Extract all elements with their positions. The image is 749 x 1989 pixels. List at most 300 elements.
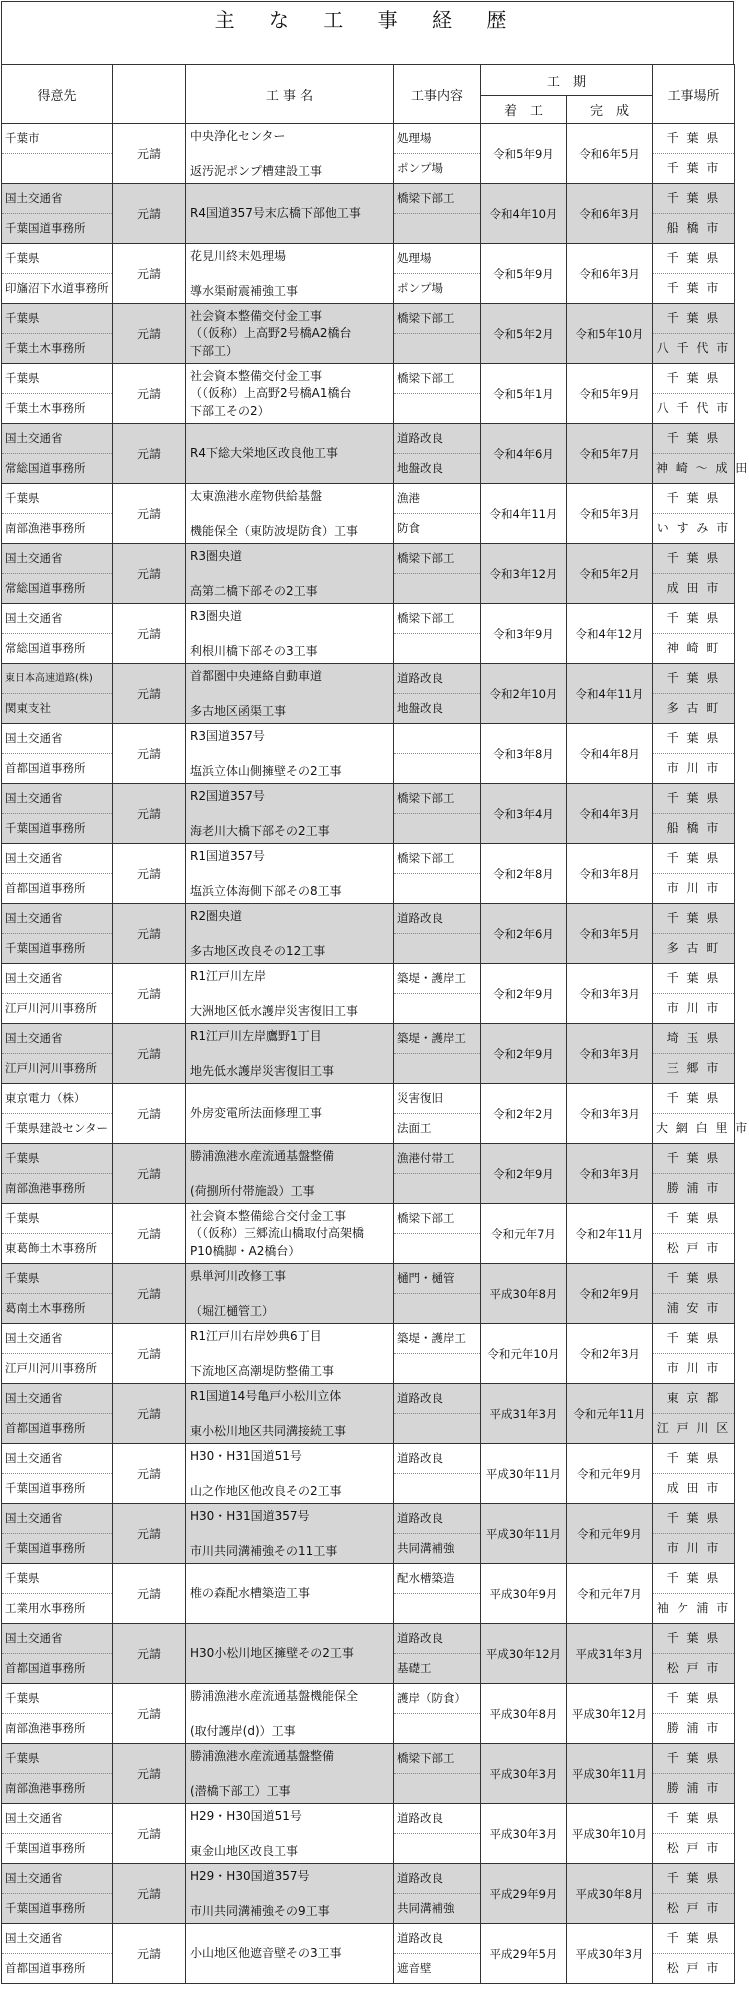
work-name-line: (潜橋下部工）工事 bbox=[190, 1783, 291, 1798]
work-name-lines bbox=[190, 1026, 389, 1082]
place-cell bbox=[653, 784, 735, 844]
table-row bbox=[2, 1204, 735, 1264]
work-content-line: 共同溝補強 bbox=[397, 1901, 455, 1915]
client-line: 江戸川河川事務所 bbox=[5, 1061, 97, 1075]
end-header: 完 成 bbox=[567, 96, 653, 124]
client-line: 国土交通省 bbox=[2, 544, 112, 574]
client-line: 首都国道事務所 bbox=[5, 1961, 86, 1975]
place-cell bbox=[653, 364, 735, 424]
work-content-line: 道路改良 bbox=[394, 1624, 480, 1654]
table-row bbox=[2, 1084, 735, 1144]
table-row bbox=[2, 1624, 735, 1684]
start-date-cell: 令和2年8月 bbox=[481, 844, 567, 904]
role-cell: 元請 bbox=[113, 844, 186, 904]
end-date-cell: 平成31年3月 bbox=[567, 1624, 653, 1684]
work-content-line: 橋梁下部工 bbox=[394, 544, 480, 574]
end-date-cell: 令和5年2月 bbox=[567, 544, 653, 604]
work-name-cell bbox=[186, 1444, 394, 1504]
client-line: 国土交通省 bbox=[2, 1324, 112, 1354]
work-name-line: 外房変電所法面修理工事 bbox=[190, 1106, 323, 1120]
place-line: 千 葉 県 bbox=[653, 664, 734, 694]
place-cell bbox=[653, 1024, 735, 1084]
work-name-cell bbox=[186, 544, 394, 604]
end-date-cell: 令和4年3月 bbox=[567, 784, 653, 844]
role-cell: 元請 bbox=[113, 1684, 186, 1744]
start-date-cell: 平成30年12月 bbox=[481, 1624, 567, 1684]
work-name-cell bbox=[186, 364, 394, 424]
client-line: 千葉国道事務所 bbox=[5, 821, 86, 835]
start-date-cell: 令和5年9月 bbox=[481, 124, 567, 184]
work-content-line bbox=[394, 1234, 480, 1263]
work-content-cell bbox=[394, 964, 481, 1024]
place-line: 船 橋 市 bbox=[666, 821, 721, 835]
table-row bbox=[2, 844, 735, 904]
place-line: 多 古 町 bbox=[666, 941, 721, 955]
start-date-cell: 令和元年10月 bbox=[481, 1324, 567, 1384]
work-name-line: （（仮称）上高野2号橋A2橋台 bbox=[190, 326, 352, 340]
place-line: 松 戸 市 bbox=[666, 1961, 721, 1975]
client-line: 千葉県 bbox=[2, 1684, 112, 1714]
work-name-line: R1江戸川右岸妙典6丁目 bbox=[190, 1328, 322, 1343]
client-line: 国土交通省 bbox=[2, 1924, 112, 1954]
work-content-line: 築堤・護岸工 bbox=[394, 964, 480, 994]
client-cell bbox=[2, 244, 113, 304]
role-cell: 元請 bbox=[113, 604, 186, 664]
client-line: 千葉県 bbox=[2, 1744, 112, 1774]
work-content-line bbox=[394, 394, 480, 423]
table-row bbox=[2, 1264, 735, 1324]
place-line: 勝 浦 市 bbox=[666, 1781, 721, 1795]
place-line: 千 葉 県 bbox=[653, 964, 734, 994]
work-name-cell bbox=[186, 1264, 394, 1324]
work-name-cell bbox=[186, 244, 394, 304]
end-date-cell: 令和3年3月 bbox=[567, 964, 653, 1024]
client-cell bbox=[2, 904, 113, 964]
work-content-line: 地盤改良 bbox=[397, 701, 443, 715]
work-content-cell bbox=[394, 904, 481, 964]
work-name-cell bbox=[186, 484, 394, 544]
place-line: 市 川 市 bbox=[666, 1001, 721, 1015]
work-name-line: P10橋脚・A2橋台） bbox=[190, 1243, 301, 1258]
work-name-line: H30・H31国道51号 bbox=[190, 1448, 302, 1463]
place-line: 勝 浦 市 bbox=[666, 1181, 721, 1195]
place-cell bbox=[653, 964, 735, 1024]
start-header: 着 工 bbox=[481, 96, 567, 124]
start-date-cell: 令和2年10月 bbox=[481, 664, 567, 724]
end-date-cell: 令和5年3月 bbox=[567, 484, 653, 544]
client-cell bbox=[2, 1804, 113, 1864]
end-date-cell: 令和3年3月 bbox=[567, 1084, 653, 1144]
client-line: 国土交通省 bbox=[2, 844, 112, 874]
place-line: い す み 市 bbox=[656, 521, 731, 535]
client-line: 首都国道事務所 bbox=[5, 761, 86, 775]
work-content-line bbox=[394, 754, 480, 783]
client-cell bbox=[2, 1624, 113, 1684]
end-date-cell: 令和5年9月 bbox=[567, 364, 653, 424]
start-date-cell: 令和2年9月 bbox=[481, 964, 567, 1024]
work-name-line: H30小松川地区擁壁その2工事 bbox=[190, 1646, 354, 1660]
start-date-cell: 平成30年3月 bbox=[481, 1744, 567, 1804]
work-content-line bbox=[394, 1414, 480, 1443]
place-line: 千 葉 県 bbox=[653, 1144, 734, 1174]
client-line: 千葉土木事務所 bbox=[5, 401, 86, 415]
work-content-cell bbox=[394, 1744, 481, 1804]
work-content-line: 処理場 bbox=[394, 244, 480, 274]
work-content-line bbox=[394, 1354, 480, 1383]
start-date-cell: 令和2年6月 bbox=[481, 904, 567, 964]
work-content-line: 道路改良 bbox=[394, 1444, 480, 1474]
work-content-line: 樋門・樋管 bbox=[394, 1264, 480, 1294]
end-date-cell: 平成30年8月 bbox=[567, 1864, 653, 1924]
table-row bbox=[2, 424, 735, 484]
client-line: 千葉県 bbox=[2, 484, 112, 514]
work-content-line: 災害復旧 bbox=[394, 1084, 480, 1114]
table-row bbox=[2, 364, 735, 424]
work-content-cell bbox=[394, 1144, 481, 1204]
client-cell bbox=[2, 1144, 113, 1204]
work-content-line: 道路改良 bbox=[394, 1384, 480, 1414]
work-content-line: 築堤・護岸工 bbox=[394, 1024, 480, 1054]
work-content-line: 処理場 bbox=[394, 124, 480, 154]
work-name-line: 東小松川地区共同溝接続工事 bbox=[190, 1423, 347, 1438]
client-cell bbox=[2, 1684, 113, 1744]
place-cell bbox=[653, 1864, 735, 1924]
work-name-lines bbox=[190, 1686, 389, 1742]
table-row bbox=[2, 244, 735, 304]
place-cell bbox=[653, 1624, 735, 1684]
work-name-line: 勝浦漁港水産流通基盤整備 bbox=[190, 1148, 335, 1163]
place-line: 千 葉 県 bbox=[653, 1444, 734, 1474]
table-row bbox=[2, 1864, 735, 1924]
client-line: 東葛飾土木事務所 bbox=[5, 1241, 97, 1255]
place-line: 三 郷 市 bbox=[666, 1061, 721, 1075]
work-name-lines bbox=[190, 1926, 389, 1982]
client-line: 国土交通省 bbox=[2, 1444, 112, 1474]
role-header bbox=[113, 65, 186, 124]
client-line: 工業用水事務所 bbox=[5, 1601, 86, 1615]
work-content-line: 築堤・護岸工 bbox=[394, 1324, 480, 1354]
work-content-line bbox=[394, 994, 480, 1023]
place-line: 八 千 代 市 bbox=[656, 341, 731, 355]
place-line: 市 川 市 bbox=[666, 881, 721, 895]
place-cell bbox=[653, 1144, 735, 1204]
role-cell: 元請 bbox=[113, 544, 186, 604]
work-name-cell bbox=[186, 1924, 394, 1984]
work-content-line bbox=[394, 1714, 480, 1743]
client-cell bbox=[2, 604, 113, 664]
client-cell bbox=[2, 424, 113, 484]
client-line: 国土交通省 bbox=[2, 1504, 112, 1534]
work-content-cell bbox=[394, 724, 481, 784]
work-name-line: R1江戸川左岸 bbox=[190, 968, 266, 983]
table-row bbox=[2, 604, 735, 664]
work-content-line bbox=[394, 724, 480, 754]
place-line: 千 葉 県 bbox=[653, 1564, 734, 1594]
place-line: 千 葉 県 bbox=[653, 844, 734, 874]
place-line: 市 川 市 bbox=[666, 1541, 721, 1555]
end-date-cell: 令和3年5月 bbox=[567, 904, 653, 964]
place-cell bbox=[653, 604, 735, 664]
client-cell bbox=[2, 784, 113, 844]
work-content-line: ポンプ場 bbox=[397, 161, 443, 175]
work-name-line: 利根川橋下部その3工事 bbox=[190, 643, 318, 658]
place-line: 松 戸 市 bbox=[666, 1241, 721, 1255]
end-date-cell: 令和元年11月 bbox=[567, 1384, 653, 1444]
place-line: 千 葉 県 bbox=[653, 1324, 734, 1354]
place-cell bbox=[653, 1504, 735, 1564]
work-content-cell bbox=[394, 1324, 481, 1384]
table-row bbox=[2, 484, 735, 544]
work-name-line: 社会資本整備総合交付金工事 bbox=[190, 1208, 347, 1223]
place-line: 千 葉 市 bbox=[666, 161, 721, 175]
table-row bbox=[2, 784, 735, 844]
client-cell bbox=[2, 1264, 113, 1324]
role-cell: 元請 bbox=[113, 1744, 186, 1804]
place-line: 千 葉 県 bbox=[653, 1684, 734, 1714]
role-cell: 元請 bbox=[113, 424, 186, 484]
place-cell bbox=[653, 724, 735, 784]
role-cell: 元請 bbox=[113, 1324, 186, 1384]
work-name-line: 社会資本整備交付金工事 bbox=[190, 308, 323, 323]
work-content-cell bbox=[394, 544, 481, 604]
work-content-line bbox=[394, 574, 480, 603]
place-line: 市 川 市 bbox=[666, 761, 721, 775]
role-cell: 元請 bbox=[113, 1384, 186, 1444]
work-name-line: R3圏央道 bbox=[190, 548, 242, 563]
client-line: 江戸川河川事務所 bbox=[5, 1361, 97, 1375]
role-cell: 元請 bbox=[113, 1504, 186, 1564]
work-name-lines bbox=[190, 126, 389, 182]
work-name-line: R3国道357号 bbox=[190, 728, 265, 743]
work-content-line: 共同溝補強 bbox=[397, 1541, 455, 1555]
place-line: 松 戸 市 bbox=[666, 1661, 721, 1675]
work-name-line: 塩浜立体海側下部その8工事 bbox=[190, 883, 342, 898]
client-line: 南部漁港事務所 bbox=[5, 1181, 86, 1195]
role-cell: 元請 bbox=[113, 1144, 186, 1204]
client-cell bbox=[2, 1864, 113, 1924]
work-content-line: 防食 bbox=[397, 521, 420, 535]
client-line: 江戸川河川事務所 bbox=[5, 1001, 97, 1015]
end-date-cell: 平成30年10月 bbox=[567, 1804, 653, 1864]
place-cell bbox=[653, 1804, 735, 1864]
work-name-line: 椎の森配水槽築造工事 bbox=[190, 1586, 311, 1600]
work-name-line: 首都圏中央連絡自動車道 bbox=[190, 668, 323, 683]
table-row bbox=[2, 964, 735, 1024]
work-content-line bbox=[394, 214, 480, 243]
work-name-line: 地先低水護岸災害復旧工事 bbox=[190, 1063, 335, 1078]
title-box bbox=[1, 1, 734, 64]
client-cell bbox=[2, 184, 113, 244]
start-date-cell: 令和3年9月 bbox=[481, 604, 567, 664]
client-line: 千葉県 bbox=[2, 1264, 112, 1294]
client-line: 千葉県 bbox=[2, 364, 112, 394]
work-content-line bbox=[394, 814, 480, 843]
place-cell bbox=[653, 304, 735, 364]
work-content-cell bbox=[394, 1564, 481, 1624]
client-line: 東京電力（株） bbox=[2, 1084, 112, 1114]
start-date-cell: 平成30年9月 bbox=[481, 1564, 567, 1624]
client-line: 常総国道事務所 bbox=[5, 581, 86, 595]
work-name-lines bbox=[190, 1626, 389, 1682]
place-cell bbox=[653, 844, 735, 904]
role-cell: 元請 bbox=[113, 1204, 186, 1264]
place-line: 千 葉 県 bbox=[653, 1504, 734, 1534]
start-date-cell: 令和2年9月 bbox=[481, 1024, 567, 1084]
work-name-line: 中央浄化センター bbox=[190, 128, 286, 143]
place-cell bbox=[653, 1564, 735, 1624]
work-content-cell bbox=[394, 604, 481, 664]
role-cell: 元請 bbox=[113, 1804, 186, 1864]
client-line: 千葉市 bbox=[2, 124, 112, 154]
place-header: 工事場所 bbox=[653, 65, 735, 124]
place-line: 千 葉 県 bbox=[653, 604, 734, 634]
work-name-cell bbox=[186, 1084, 394, 1144]
start-date-cell: 平成30年3月 bbox=[481, 1804, 567, 1864]
place-line: 八 千 代 市 bbox=[656, 401, 731, 415]
client-line: 首都国道事務所 bbox=[5, 881, 86, 895]
end-date-cell: 令和元年9月 bbox=[567, 1504, 653, 1564]
work-name-line: （堀江樋管工） bbox=[190, 1303, 275, 1318]
client-line: 国土交通省 bbox=[2, 1864, 112, 1894]
place-cell bbox=[653, 1384, 735, 1444]
end-date-cell: 令和5年10月 bbox=[567, 304, 653, 364]
table-row bbox=[2, 1144, 735, 1204]
work-name-lines bbox=[190, 306, 389, 362]
work-content-cell bbox=[394, 1204, 481, 1264]
work-name-lines bbox=[190, 1266, 389, 1322]
work-content-line: 漁港付帯工 bbox=[394, 1144, 480, 1174]
client-cell bbox=[2, 664, 113, 724]
work-content-line: ポンプ場 bbox=[397, 281, 443, 295]
client-line: 印旛沼下水道事務所 bbox=[5, 281, 109, 295]
role-cell: 元請 bbox=[113, 964, 186, 1024]
work-content-cell bbox=[394, 124, 481, 184]
work-name-line: 花見川終末処理場 bbox=[190, 248, 287, 263]
role-cell: 元請 bbox=[113, 184, 186, 244]
work-name-line: R4国道357号末広橋下部他工事 bbox=[190, 206, 361, 220]
work-name-line: 勝浦漁港水産流通基盤機能保全 bbox=[190, 1688, 359, 1703]
work-name-lines bbox=[190, 606, 389, 662]
work-content-line bbox=[394, 334, 480, 363]
place-line: 勝 浦 市 bbox=[666, 1721, 721, 1735]
start-date-cell: 平成30年11月 bbox=[481, 1504, 567, 1564]
client-line: 首都国道事務所 bbox=[5, 1661, 86, 1675]
work-name-line: 太東漁港水産物供給基盤 bbox=[190, 488, 323, 503]
work-name-line: 山之作地区他改良その2工事 bbox=[190, 1483, 342, 1498]
place-cell bbox=[653, 124, 735, 184]
work-name-cell bbox=[186, 124, 394, 184]
role-cell: 元請 bbox=[113, 364, 186, 424]
work-content-line: 道路改良 bbox=[394, 904, 480, 934]
end-date-cell: 令和4年11月 bbox=[567, 664, 653, 724]
work-content-cell bbox=[394, 1624, 481, 1684]
role-cell: 元請 bbox=[113, 484, 186, 544]
work-content-line: 橋梁下部工 bbox=[394, 184, 480, 214]
work-name-lines bbox=[190, 1866, 389, 1922]
work-content-line bbox=[394, 1054, 480, 1083]
end-date-cell: 令和5年7月 bbox=[567, 424, 653, 484]
work-content-cell bbox=[394, 1924, 481, 1984]
work-name-cell bbox=[186, 724, 394, 784]
client-line: 国土交通省 bbox=[2, 724, 112, 754]
place-line: 千 葉 県 bbox=[653, 904, 734, 934]
start-date-cell: 平成30年11月 bbox=[481, 1444, 567, 1504]
work-name-lines bbox=[190, 786, 389, 842]
work-content-cell bbox=[394, 244, 481, 304]
place-cell bbox=[653, 1204, 735, 1264]
table-row bbox=[2, 184, 735, 244]
role-cell: 元請 bbox=[113, 124, 186, 184]
client-line: 常総国道事務所 bbox=[5, 461, 86, 475]
end-date-cell: 令和6年3月 bbox=[567, 244, 653, 304]
end-date-cell: 令和4年12月 bbox=[567, 604, 653, 664]
place-line: 江 戸 川 区 bbox=[656, 1421, 731, 1435]
work-name-cell bbox=[186, 604, 394, 664]
work-name-lines bbox=[190, 906, 389, 962]
role-cell: 元請 bbox=[113, 1084, 186, 1144]
work-content-line bbox=[394, 1594, 480, 1623]
work-name-line: 塩浜立体山側擁壁その2工事 bbox=[190, 763, 342, 778]
client-cell bbox=[2, 964, 113, 1024]
start-date-cell: 令和4年6月 bbox=[481, 424, 567, 484]
end-date-cell: 令和3年3月 bbox=[567, 1024, 653, 1084]
client-cell bbox=[2, 1384, 113, 1444]
client-line: 千葉県 bbox=[2, 1204, 112, 1234]
period-header: 工 期 bbox=[481, 65, 653, 96]
table-row bbox=[2, 1504, 735, 1564]
work-name-lines bbox=[190, 666, 389, 722]
work-content-line: 橋梁下部工 bbox=[394, 1204, 480, 1234]
work-name-cell bbox=[186, 184, 394, 244]
client-line: 千葉国道事務所 bbox=[5, 1481, 86, 1495]
table-row bbox=[2, 1744, 735, 1804]
work-name-line: 勝浦漁港水産流通基盤整備 bbox=[190, 1748, 335, 1763]
client-line bbox=[2, 154, 112, 183]
role-cell: 元請 bbox=[113, 304, 186, 364]
work-name-lines bbox=[190, 1746, 389, 1802]
place-line: 埼 玉 県 bbox=[653, 1024, 734, 1054]
work-name-line: 市川共同溝補強その11工事 bbox=[190, 1543, 338, 1558]
place-cell bbox=[653, 1744, 735, 1804]
work-content-cell bbox=[394, 1384, 481, 1444]
place-line: 神 崎 町 bbox=[666, 641, 721, 655]
work-content-line bbox=[394, 874, 480, 903]
client-line: 東日本高速道路(株) bbox=[2, 664, 112, 694]
end-date-cell: 令和2年11月 bbox=[567, 1204, 653, 1264]
work-name-line: (荷捌所付帯施設）工事 bbox=[190, 1183, 315, 1198]
work-name-line: H29・H30国道51号 bbox=[190, 1808, 302, 1823]
client-cell bbox=[2, 844, 113, 904]
start-date-cell: 令和3年8月 bbox=[481, 724, 567, 784]
work-name-lines bbox=[190, 966, 389, 1022]
work-name-lines bbox=[190, 1506, 389, 1562]
work-name-line: (取付護岸(d)）工事 bbox=[190, 1723, 296, 1738]
work-content-line: 配水槽築造 bbox=[394, 1564, 480, 1594]
work-content-cell bbox=[394, 784, 481, 844]
work-name-lines bbox=[190, 1086, 389, 1142]
work-content-cell bbox=[394, 184, 481, 244]
work-name-cell bbox=[186, 964, 394, 1024]
role-cell: 元請 bbox=[113, 1924, 186, 1984]
work-content-line: 護岸（防食） bbox=[394, 1684, 480, 1714]
work-content-cell bbox=[394, 664, 481, 724]
work-name-line: 市川共同溝補強その9工事 bbox=[190, 1903, 330, 1918]
place-cell bbox=[653, 664, 735, 724]
role-cell: 元請 bbox=[113, 1264, 186, 1324]
client-line: 関東支社 bbox=[5, 701, 51, 715]
client-line: 首都国道事務所 bbox=[5, 1421, 86, 1435]
place-line: 千 葉 県 bbox=[653, 1084, 734, 1114]
